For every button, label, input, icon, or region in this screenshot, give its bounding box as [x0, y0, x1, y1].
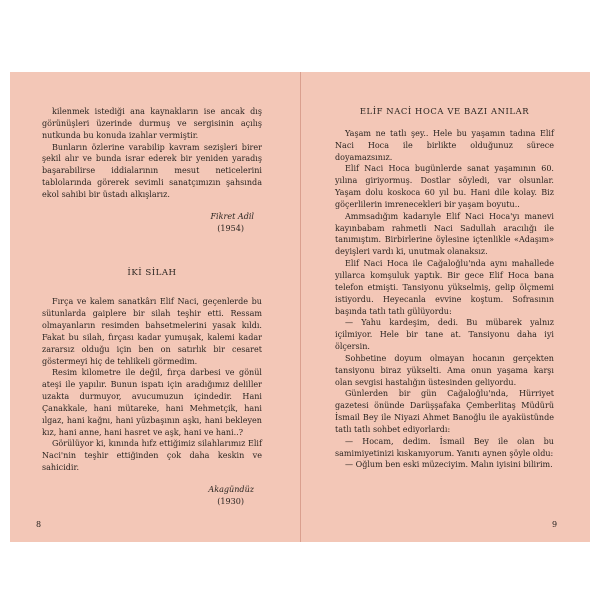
signature-akagunduz: Akagündüz — [208, 484, 254, 494]
left-page — [10, 72, 300, 542]
left-paragraph-5: Görülüyor ki, kınında hıfz ettiğimiz silahlarımız Elif Naci'nin teşhir ettiğinden çok daha keskin ve sahicidir. — [42, 439, 262, 473]
right-paragraph-2: Elif Naci Hoca bugünlerde sanat yaşamının 60. yılına giriyormuş. Dostlar söyledi, var olsunlar. Yaşam dolu koskoca 60 yıl bu. Hani dile kolay. Biz göçerlilerin imrenecekleri bir yaşam boyutu.. — [335, 164, 554, 209]
left-text-column — [42, 106, 262, 508]
left-paragraph-4: Resim kilometre ile değil, fırça darbesi ve gönül ateşi ile yapılır. Bunun ispatı için aradığımız deliller uzakta durmuyor, avucumuzun içindedir. Hani Çanakkale, hani mütareke, hani Mehmetçik, hani ılgaz, hani kağnı, hani yüzbaşının aşkı, hani bekleyen kız, hani anne, hani hasret ve aşk, hani ve hani..? — [42, 368, 262, 437]
left-paragraph-2: Bunların özlerine varabilip kavram sezişleri birer şekil alır ve bunda israr ederek bir yeniden yaradış başarabilirse iddialarının mesut neticelerini tablolarında görerek sevimli sanatçımızın şahsında ekol sahibi bir üstadı alkışlarız. — [42, 142, 262, 199]
signature-year-1: (1954) — [217, 223, 244, 233]
right-paragraph-1: Yaşam ne tatlı şey.. Hele bu yaşamın tadına Elif Naci Hoca ile birlikte olduğunuz sürece doyamazsınız. — [335, 128, 554, 162]
left-paragraph-3: Fırça ve kalem sanatkârı Elif Naci, geçenlerde bu sütunlarda gaiplere bir silah teşhir etti. Ressam olmayanların resimden bahsetmelerini yasak kıldı. Fakat bu silah, fırçası kadar yumuşak, kalemi kadar zararsız olduğu için ben on satırlık bir cesaret göstermeyi hiç de tehlikeli görmedim. — [42, 297, 262, 366]
right-paragraph-8: — Hocam, dedim. İsmail Bey ile olan bu samimiyetinizi kıskanıyorum. Yanıtı aynen şöyle oldu: — [335, 436, 554, 458]
page-number-right: 9 — [552, 520, 558, 529]
right-paragraph-7: Günlerden bir gün Cağaloğlu'nda, Hürriyet gazetesi önünde Darüşşafaka Çemberlitaş Müdürü İsmail Bey ile Niyazi Ahmet Banoğlu ile ayaküstünde tatlı tatlı sohbet ediyorlardı: — [335, 389, 554, 434]
signature-year-2: (1930) — [217, 496, 244, 506]
right-paragraph-6: Sohbetine doyum olmayan hocanın gerçekten tansiyonu biraz yükselti. Ama onun yaşama karşı olan sevgisi hastalığın üstesinden geliyordu. — [335, 353, 554, 387]
right-page — [301, 72, 590, 542]
signature-fikret-adil: Fikret Adil — [210, 211, 254, 221]
right-paragraph-4: Elif Naci Hoca ile Cağaloğlu'nda aynı mahallede yıllarca komşuluk yaptık. Bir gece Elif Hoca bana telefon etmişti. Tansiyonu yükselmiş, gelip ölçmemi istiyordu. Heyecanla evvine koştum. Sofrasının başında tatlı tatlı gülüyordu: — [335, 259, 554, 316]
left-paragraph-1: kilenmek istediği ana kaynakların ise ancak dış görünüşleri üzerinde durmuş ve sergisinin açılış nutkunda bu konuda izahlar vermiştir. — [42, 107, 262, 140]
section-heading-iki-silah: İKİ SİLAH — [127, 268, 177, 279]
right-paragraph-5: — Yahu kardeşim, dedi. Bu mübarek yalnız içilmiyor. Hele bir tane at. Tansiyonu daha iyi ölçersin. — [335, 318, 554, 352]
right-paragraph-9: — Oğlum ben eski müzeciyim. Malın iyisini bilirim. — [345, 460, 553, 470]
right-text-column — [335, 106, 554, 471]
right-paragraph-3: Ammsadığım kadarıyle Elif Naci Hoca'yı manevi kayınbabam rahmetli Naci Sadullah aracılığı ile tanımıştım. Birbirlerine öylesine içtenlikle «Adaşım» deyişleri vardı ki, unutmak olanaksız. — [335, 211, 554, 257]
article-title: ELİF NACİ HOCA VE BAZI ANILAR — [359, 106, 530, 116]
page-number-left: 8 — [36, 520, 42, 529]
